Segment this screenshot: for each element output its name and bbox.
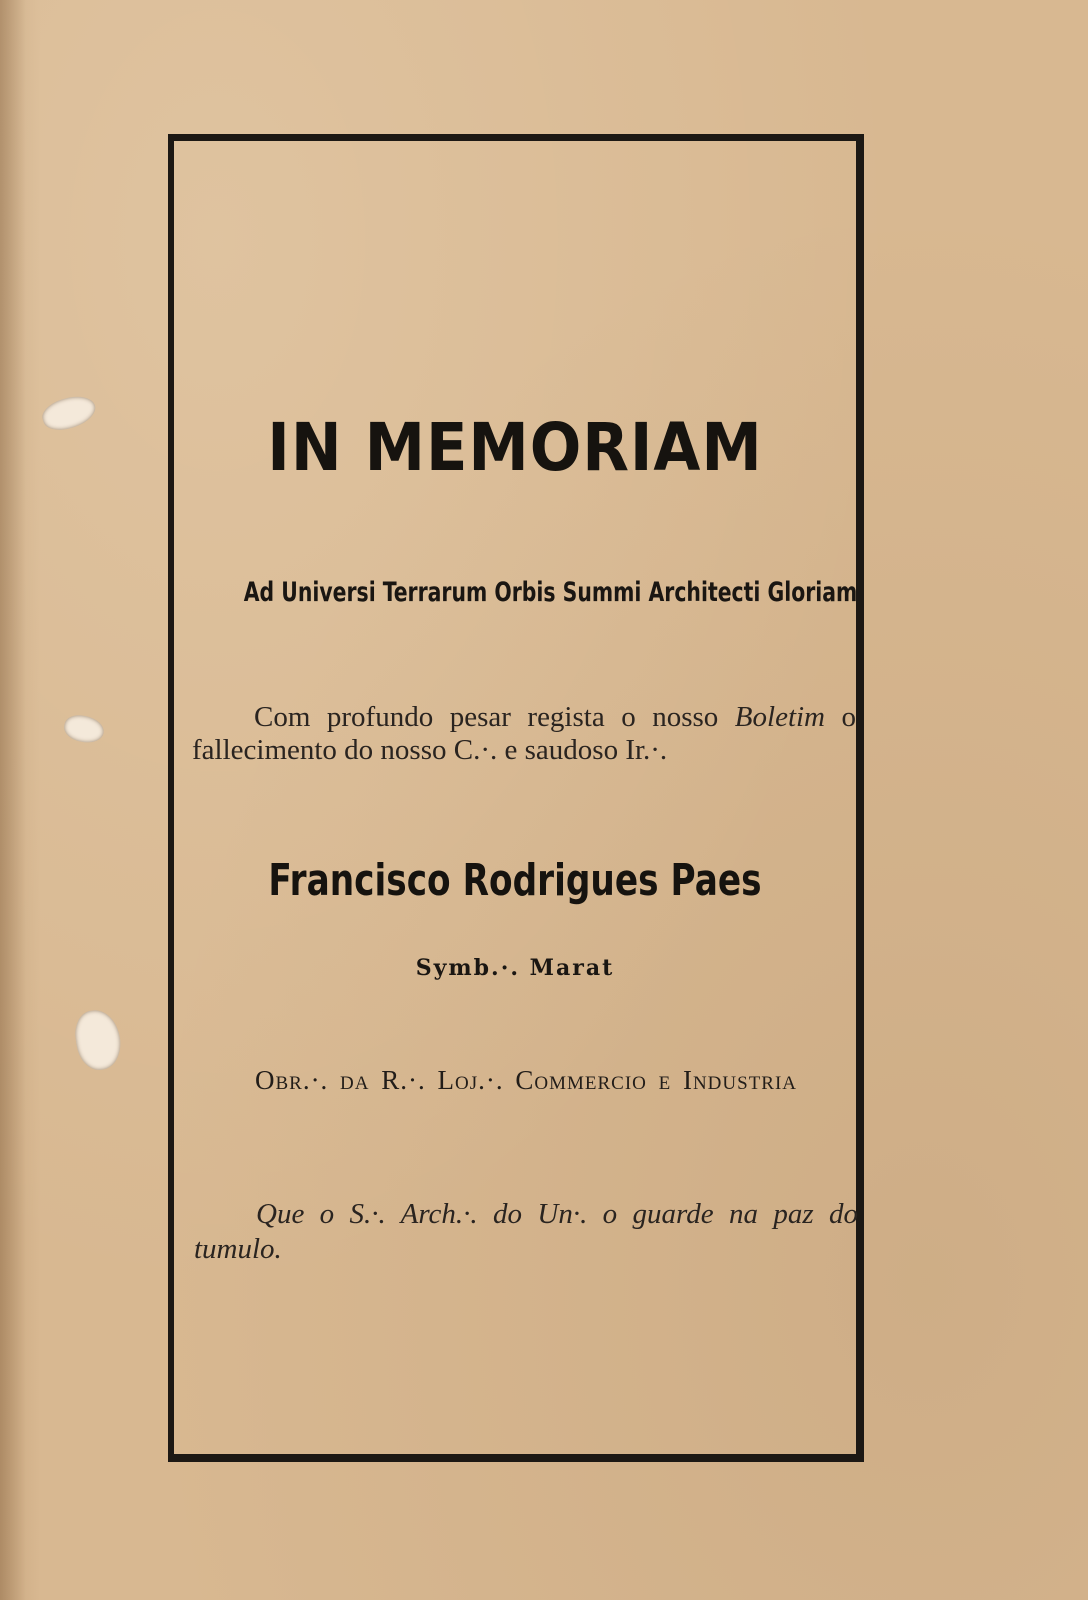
punch-hole: [72, 1007, 124, 1073]
binding-edge: [0, 0, 26, 1600]
memorial-frame: [168, 134, 864, 1462]
punch-hole: [39, 390, 100, 435]
blessing-paragraph: Que o S.·. Arch.·. do Un·. o guarde na paz do tumulo.: [194, 1198, 858, 1265]
punch-hole: [62, 713, 106, 746]
announcement-rest: o fallecimento do nosso C.·. e saudoso Ir.·.: [192, 701, 857, 766]
symbolic-name: Symb.·. Marat: [415, 955, 615, 981]
deceased-name: Francisco Rodrigues Paes: [268, 855, 762, 906]
memorial-title: IN MEMORIAM: [267, 409, 763, 486]
announcement-paragraph: [192, 701, 856, 767]
memorial-content: [174, 141, 856, 1454]
publication-name: Boletim: [734, 701, 825, 733]
dedication-line: Ad Universi Terrarum Orbis Summi Architecti Gloriam: [243, 577, 858, 608]
lodge-line: Obr.·. da R.·. Loj.·. Commercio e Industria: [254, 1065, 798, 1095]
announcement-lead: Com profundo pesar regista o nosso: [254, 701, 735, 733]
